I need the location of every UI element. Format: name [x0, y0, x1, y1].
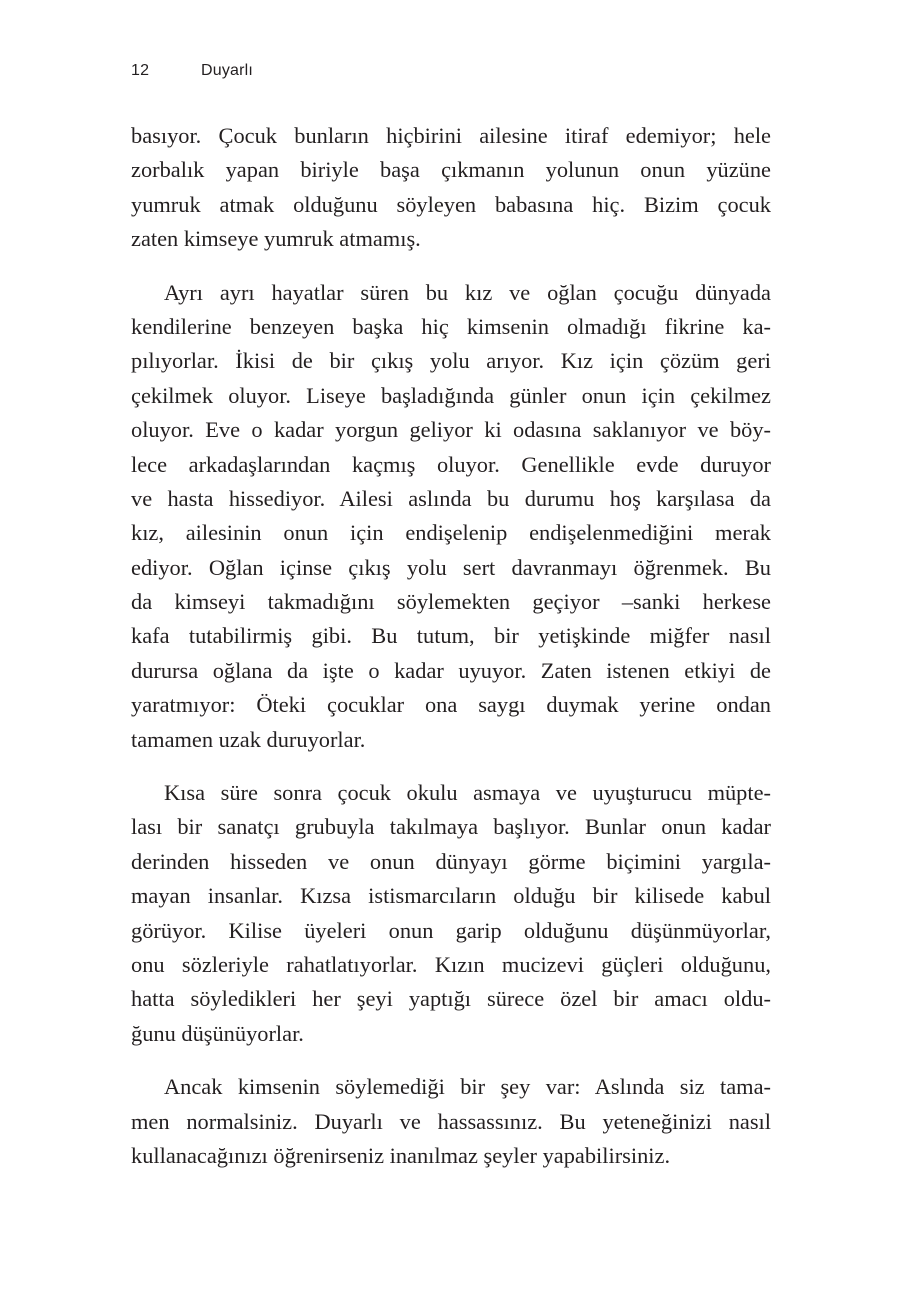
- body-text: [131, 119, 771, 1192]
- text-line: mayan insanlar. Kızsa istismarcıların olduğu bir kilisede kabul: [131, 883, 771, 909]
- running-head: [131, 62, 253, 80]
- text-line: yaratmıyor: Öteki çocuklar ona saygı duymak yerine ondan: [131, 692, 771, 718]
- text-line: oluyor. Eve o kadar yorgun geliyor ki odasına saklanıyor ve böy-: [131, 417, 771, 443]
- text-line: çekilmek oluyor. Liseye başladığında günler onun için çekilmez: [131, 382, 771, 408]
- paragraph: [131, 776, 771, 1051]
- text-line: durursa oğlana da işte o kadar uyuyor. Zaten istenen etkiyi de: [131, 657, 771, 683]
- text-line: da kimseyi takmadığını söylemekten geçiyor –sanki herkese: [131, 589, 771, 615]
- text-line: ediyor. Oğlan içinse çıkış yolu sert davranmayı öğrenmek. Bu: [131, 554, 771, 580]
- paragraph: [131, 119, 771, 257]
- page-number: 12: [131, 62, 150, 79]
- text-line: kafa tutabilirmiş gibi. Bu tutum, bir yetişkinde miğfer nasıl: [131, 623, 771, 649]
- text-line: ğunu düşünüyorlar.: [131, 1020, 304, 1046]
- text-line: derinden hisseden ve onun dünyayı görme biçimini yargıla-: [131, 848, 771, 874]
- text-line: Ancak kimsenin söylemediği bir şey var: Aslında siz tama-: [164, 1074, 771, 1100]
- text-line: kullanacağınızı öğrenirseniz inanılmaz şeyler yapabilirsiniz.: [131, 1142, 671, 1168]
- text-line: lası bir sanatçı grubuyla takılmaya başlıyor. Bunlar onun kadar: [131, 814, 771, 840]
- text-line: hatta söyledikleri her şeyi yaptığı sürece özel bir amacı oldu-: [131, 986, 771, 1012]
- text-line: pılıyorlar. İkisi de bir çıkış yolu arıyor. Kız için çözüm geri: [131, 348, 771, 374]
- text-line: görüyor. Kilise üyeleri onun garip olduğunu düşünmüyorlar,: [131, 917, 771, 943]
- text-line: Ayrı ayrı hayatlar süren bu kız ve oğlan çocuğu dünyada: [164, 279, 771, 305]
- text-line: lece arkadaşlarından kaçmış oluyor. Genellikle evde duruyor: [131, 451, 771, 477]
- text-line: tamamen uzak duruyorlar.: [131, 726, 366, 752]
- running-head-title: Duyarlı: [201, 62, 254, 79]
- text-line: onu sözleriyle rahatlatıyorlar. Kızın mucizevi güçleri olduğunu,: [131, 951, 771, 977]
- text-line: zaten kimseye yumruk atmamış.: [131, 226, 421, 252]
- text-line: yumruk atmak olduğunu söyleyen babasına hiç. Bizim çocuk: [131, 191, 771, 217]
- text-line: Kısa süre sonra çocuk okulu asmaya ve uyuşturucu müpte-: [164, 780, 771, 806]
- text-line: men normalsiniz. Duyarlı ve hassassınız. Bu yeteneğinizi nasıl: [131, 1108, 771, 1134]
- text-line: kendilerine benzeyen başka hiç kimsenin olmadığı fikrine ka-: [131, 313, 771, 339]
- text-line: kız, ailesinin onun için endişelenip endişelenmediğini merak: [131, 520, 771, 546]
- paragraph: [131, 1070, 771, 1173]
- text-line: ve hasta hissediyor. Ailesi aslında bu durumu hoş karşılasa da: [131, 485, 771, 511]
- text-line: basıyor. Çocuk bunların hiçbirini ailesine itiraf edemiyor; hele: [131, 123, 771, 148]
- text-line: zorbalık yapan biriyle başa çıkmanın yolunun onun yüzüne: [131, 157, 771, 183]
- paragraph: [131, 276, 771, 757]
